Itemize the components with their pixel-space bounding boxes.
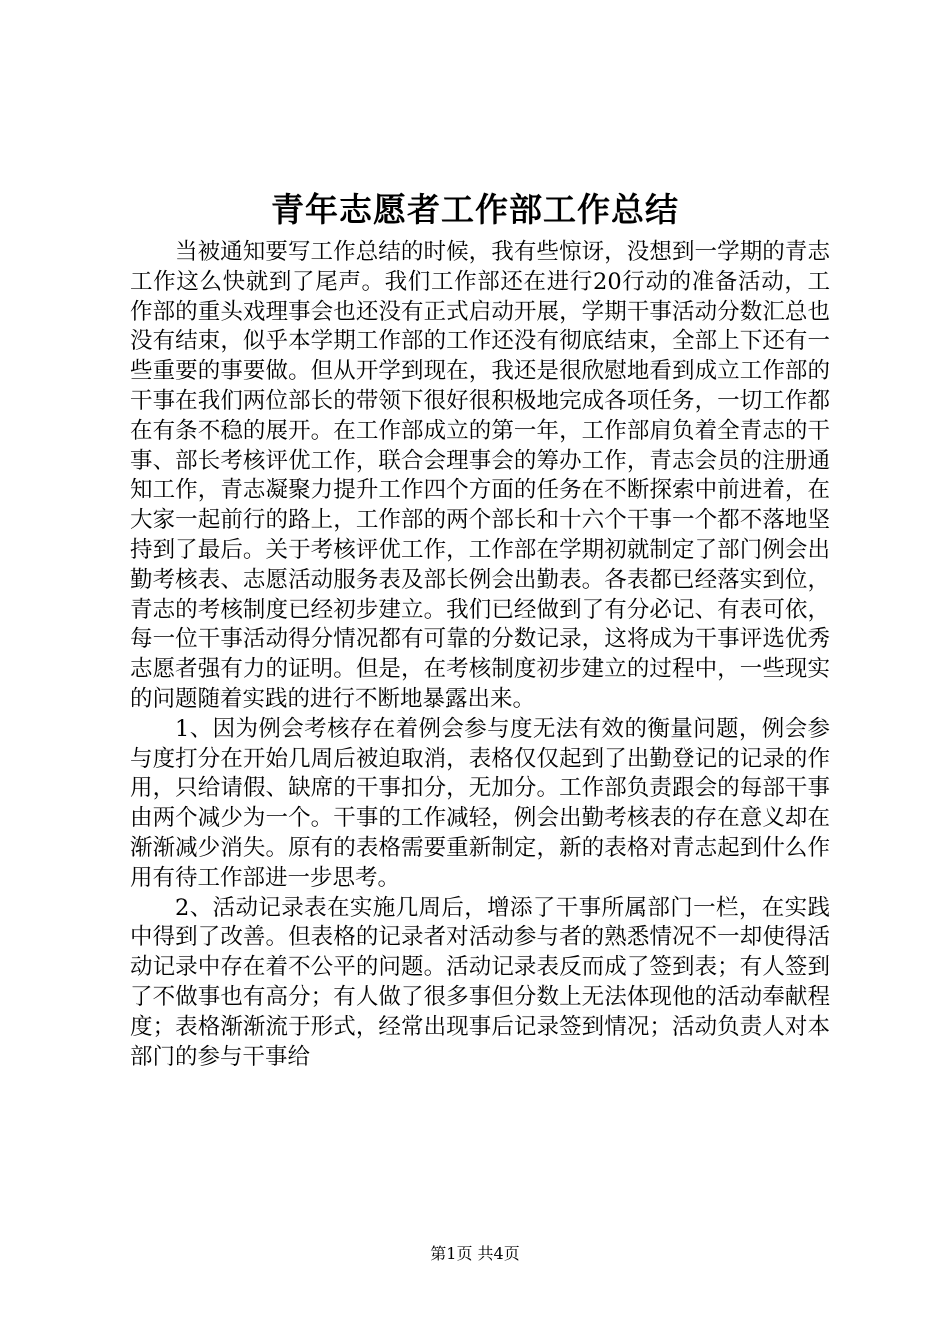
paragraph-intro: 当被通知要写工作总结的时候，我有些惊讶，没想到一学期的青志工作这么快就到了尾声。我们工作部还在进行20行动的准备活动，工作部的重头戏理事会也还没有正式启动开展，学期干事活动分数汇总也没有结束，似乎本学期工作部的工作还没有彻底结束，全部上下还有一些重要的事要做。但从开学到现在，我还是很欣慰地看到成立工作部的干事在我们两位部长的带领下很好很积极地完成各项任务，一切工作都在有条不稳的展开。在工作部成立的第一年，工作部肩负着全青志的干事、部长考核评优工作，联合会理事会的筹办工作，青志会员的注册通知工作，青志凝聚力提升工作四个方面的任务在不断探索中前进着，在大家一起前行的路上，工作部的两个部长和十六个干事一个都不落地坚持到了最后。关于考核评优工作，工作部在学期初就制定了部门例会出勤考核表、志愿活动服务表及部长例会出勤表。各表都已经落实到位，青志的考核制度已经初步建立。我们已经做到了有分必记、有表可依，每一位干事活动得分情况都有可靠的分数记录，这将成为干事评选优秀志愿者强有力的证明。但是，在考核制度初步建立的过程中，一些现实的问题随着实践的进行不断地暴露出来。 bbox=[130, 239, 830, 712]
page-number-footer: 第1页 共4页 bbox=[430, 1244, 520, 1263]
paragraph-item-1: 1、因为例会考核存在着例会参与度无法有效的衡量问题，例会参与度打分在开始几周后被迫取消，表格仅仅起到了出勤登记的记录的作用，只给请假、缺席的干事扣分，无加分。工作部负责跟会的每部干事由两个减少为一个。干事的工作减轻，例会出勤考核表的存在意义却在渐渐减少消失。原有的表格需要重新制定，新的表格对青志起到什么作用有待工作部进一步思考。 bbox=[130, 715, 830, 891]
document-body bbox=[130, 238, 830, 1072]
paragraph-item-2: 2、活动记录表在实施几周后，增添了干事所属部门一栏，在实践中得到了改善。但表格的记录者对活动参与者的熟悉情况不一却使得活动记录中存在着不公平的问题。活动记录表反而成了签到表；有人签到了不做事也有高分；有人做了很多事但分数上无法体现他的活动奉献程度；表格渐渐流于形式，经常出现事后记录签到情况；活动负责人对本部门的参与干事给 bbox=[130, 894, 830, 1070]
document-title: 青年志愿者工作部工作总结 bbox=[271, 190, 679, 229]
